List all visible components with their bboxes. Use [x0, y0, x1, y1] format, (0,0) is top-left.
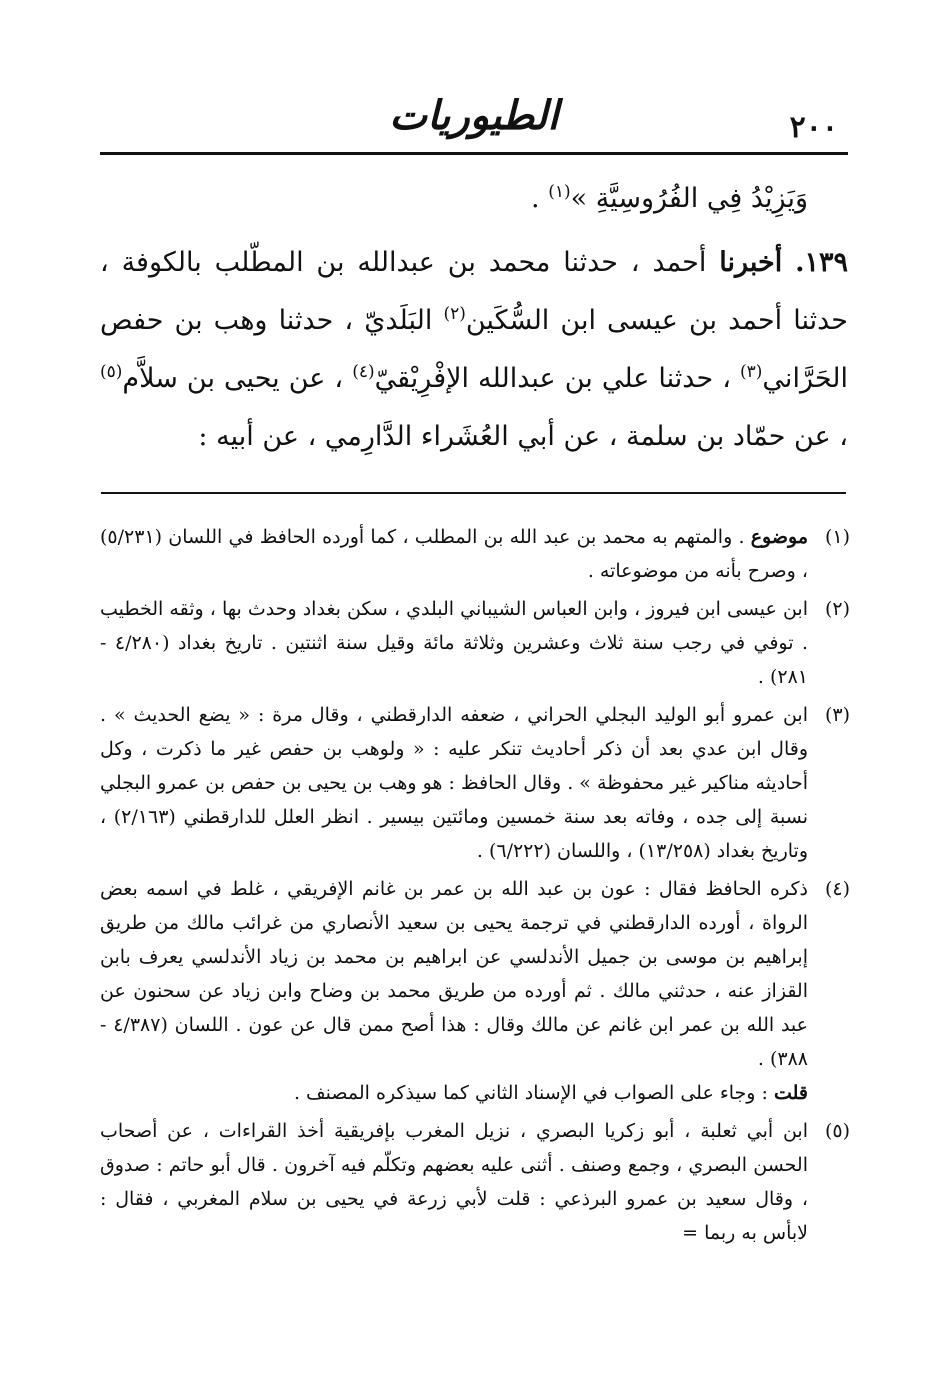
header-rule	[100, 152, 848, 155]
hadith-paragraph	[100, 234, 848, 466]
book-title: الطيوريات	[389, 92, 559, 139]
footnote-text: ابن عيسى ابن فيروز ، وابن العباس الشيباني البلدي ، سكن بغداد وحدث بها ، وثقه الخطيب . توفي في رجب سنة ثلاث وعشرين وثلاثة مائة وقيل سنة اثنتين . تاريخ بغداد (٤/٢٨٠ - ٢٨١) .	[100, 598, 808, 688]
footnote-comment-keyword: قلت	[773, 1082, 808, 1104]
footnote-number: (٤)	[824, 878, 850, 900]
running-header	[100, 92, 848, 152]
footnote-3	[100, 698, 850, 868]
isnad-segment-1: أحمد ، حدثنا محمد بن عبدالله بن المطّلب بالكوفة ، حدثنا أحمد بن عيسى ابن السُّكَين	[100, 247, 848, 336]
footnote-number: (٢)	[824, 598, 850, 620]
hadith-lead-word: أخبرنا	[719, 247, 783, 278]
hadith-number: ١٣٩.	[795, 247, 848, 278]
footnote-body	[100, 520, 808, 588]
footnotes	[100, 520, 850, 1254]
footnote-text: ذكره الحافظ فقال : عون بن عبد الله بن عمر بن غانم الإفريقي ، غلط في اسمه بعض الرواة ، أورده الدارقطني في ترجمة يحيى بن سعيد الأنصاري من غرائب مالك من طريق إبراهيم بن موسى بن جميل الأندلسي عن ابراهيم بن محمد بن زياد الأندلسي يعرف بابن القزاز عنه ، حدثني مالك . ثم أورده من طريق محمد بن وضاح وابن زياد عن سحنون عن عبد الله بن عمر ابن غانم عن مالك وقال : هذا أصح ممن قال عن عون . اللسان (٤/٣٨٧ - ٣٨٨) .	[100, 878, 808, 1070]
footnote-separator	[101, 492, 846, 494]
footnote-text: ابن عمرو أبو الوليد البجلي الحراني ، ضعفه الدارقطني ، وقال مرة : « يضع الحديث » . وقال ابن عدي بعد أن ذكر أحاديث تنكر عليه : « ولوهب بن حفص غير ما ذكرت ، وكل أحاديثه مناكير غير محفوظة » . وقال الحافظ : هو وهب بن يحيى بن حفص بن عمرو البجلي نسبة إلى جده ، وفاته بعد سنة خمسين ومائتين بيسير . انظر العلل للدارقطني (٢/١٦٣) ، وتاريخ بغداد (١٣/٢٥٨) ، واللسان (٦/٢٢٢) .	[100, 704, 808, 862]
footnote-number: (١)	[824, 526, 850, 548]
footnote-text: ابن أبي ثعلبة ، أبو زكريا البصري ، نزيل المغرب بإفريقية أخذ القراءات ، عن أصحاب الحسن البصري ، وجمع وصنف . أثنى عليه بعضهم وتكلّم فيه آخرون . قال أبو حاتم : صدوق ، وقال سعيد بن عمرو البرذعي : قلت لأبي زرعة في يحيى بن سلام المغربي ، فقال : لابأس به ربما =	[100, 1120, 808, 1244]
footnote-ref-5: (٥)	[100, 362, 123, 382]
isnad-segment-5: ، عن حمّاد بن سلمة ، عن أبي العُشَراء الدَّارِمي ، عن أبيه :	[198, 421, 848, 452]
footnote-ref-2: (٢)	[443, 304, 466, 324]
footnote-keyword: موضوع	[750, 526, 808, 548]
footnote-comment	[100, 1076, 808, 1110]
main-text	[100, 170, 848, 466]
footnote-number: (٣)	[824, 704, 850, 726]
isnad-segment-4: ، عن يحيى بن سلاَّم	[122, 363, 353, 394]
page-number: ٢٠٠	[789, 110, 838, 145]
footnote-5	[100, 1114, 850, 1250]
continuation-text: وَيَزِيْدُ فِي الفُرُوسِيَّةِ »	[570, 183, 808, 214]
continuation-end: .	[531, 183, 549, 214]
footnote-ref-4: (٤)	[352, 362, 375, 382]
isnad-segment-3: ، حدثنا علي بن عبدالله الإفْرِيْقيّ	[374, 363, 740, 394]
footnote-ref-3: (٣)	[740, 362, 763, 382]
footnote-text: . والمتهم به محمد بن عبد الله بن المطلب ، كما أورده الحافظ في اللسان (٥/٢٣١) ، وصرح بأنه من موضوعاته .	[100, 526, 808, 582]
footnote-4	[100, 872, 850, 1110]
continuation-line	[100, 170, 848, 228]
footnote-1	[100, 520, 850, 588]
footnote-ref-1: (١)	[548, 182, 571, 202]
isnad-segment-2: البَلَديّ ، حدثنا وهب بن حفص الحَرَّاني	[100, 305, 848, 394]
footnote-body	[100, 872, 808, 1110]
footnote-2	[100, 592, 850, 694]
footnote-comment-text: : وجاء على الصواب في الإسناد الثاني كما سيذكره المصنف .	[293, 1082, 774, 1104]
footnote-number: (٥)	[824, 1120, 850, 1142]
